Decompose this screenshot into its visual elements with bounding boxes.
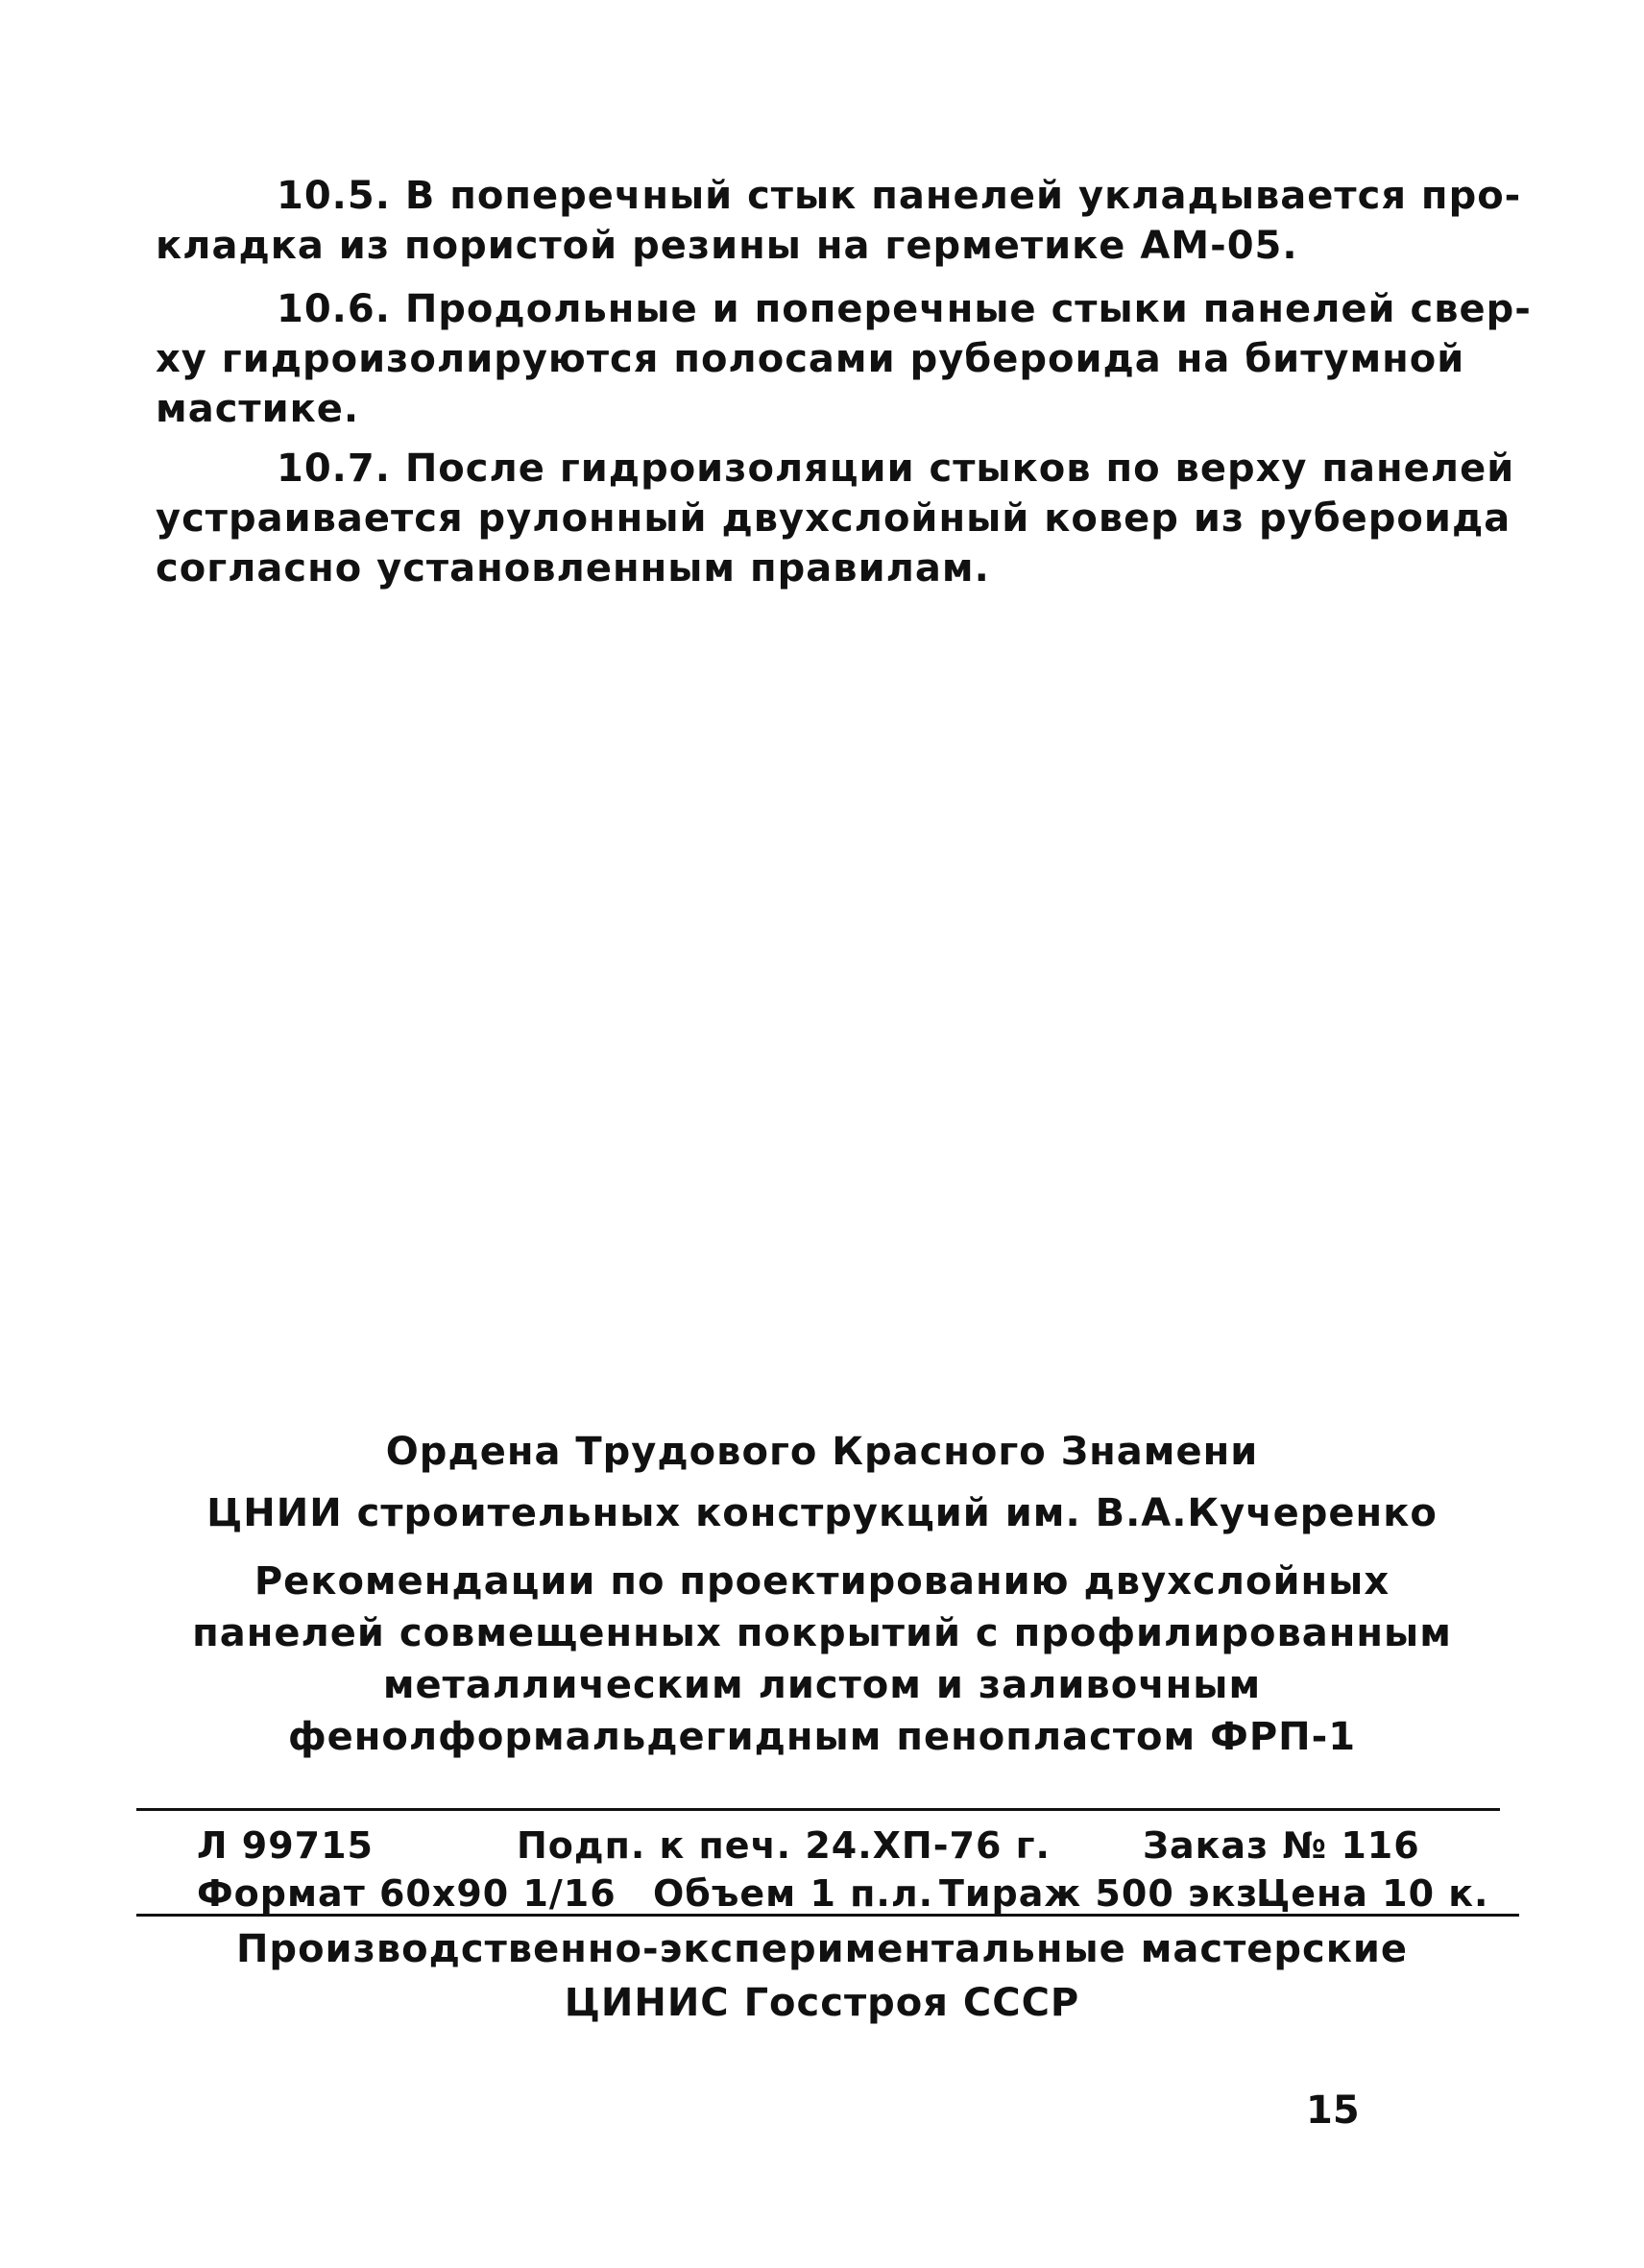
imprint-order-number: Заказ № 116 xyxy=(1143,1824,1420,1867)
paragraph-10-6-line-1: 10.6. Продольные и поперечные стыки панелей свер- xyxy=(277,287,1532,331)
imprint-volume: Объем 1 п.л. xyxy=(653,1872,934,1915)
paragraph-10-7-line-1: 10.7. После гидроизоляции стыков по верху панелей xyxy=(277,446,1515,491)
imprint-title xyxy=(0,1556,1644,1763)
paragraph-10-7-line-2: устраивается рулонный двухслойный ковер из рубероида xyxy=(156,496,1511,541)
imprint-publisher-line-1: Производственно-экспериментальные мастерские xyxy=(235,1927,1409,1971)
page-number: 15 xyxy=(1306,2088,1360,2133)
imprint-signed-date: Подп. к печ. 24.XП-76 г. xyxy=(517,1824,1051,1867)
imprint-price: Цена 10 к. xyxy=(1256,1872,1489,1915)
imprint-title-line-4: фенолформальдегидным пенопластом ФРП-1 xyxy=(287,1715,1357,1759)
imprint-title-line-3: металлическим листом и заливочным xyxy=(382,1663,1262,1707)
imprint-publisher xyxy=(0,1922,1644,2030)
imprint-title-line-1: Рекомендации по проектированию двухслойных xyxy=(254,1559,1390,1604)
imprint-organization xyxy=(0,1421,1644,1544)
imprint-row-1 xyxy=(0,1822,1644,1869)
paragraph-10-6 xyxy=(156,284,1532,434)
paragraph-10-5-line-1: 10.5. В поперечный стык панелей укладывается про- xyxy=(277,174,1522,218)
imprint-title-line-2: панелей совмещенных покрытий с профилированным xyxy=(192,1611,1452,1655)
paragraph-10-5 xyxy=(156,171,1521,271)
paragraph-10-6-line-2: ху гидроизолируются полосами рубероида на битумной xyxy=(156,337,1465,381)
paragraph-10-7 xyxy=(156,444,1514,593)
paragraph-10-5-line-2: кладка из пористой резины на герметике АМ-05. xyxy=(156,224,1298,268)
paragraph-10-7-line-3: согласно установленным правилам. xyxy=(156,546,990,591)
paragraph-line xyxy=(156,171,1521,221)
imprint-row-2 xyxy=(0,1870,1644,1917)
imprint-code: Л 99715 xyxy=(197,1824,374,1867)
imprint-print-run: Тираж 500 экз. xyxy=(939,1872,1273,1915)
paragraph-line xyxy=(156,284,1532,334)
imprint-org-line-2: ЦНИИ строительных конструкций им. В.А.Кучеренко xyxy=(206,1491,1438,1535)
paragraph-line xyxy=(156,444,1514,494)
imprint-format: Формат 60х90 1/16 xyxy=(197,1872,616,1915)
imprint-org-line-1: Ордена Трудового Красного Знамени xyxy=(385,1430,1259,1474)
imprint-rule-bottom xyxy=(136,1914,1519,1917)
imprint-publisher-line-2: ЦИНИС Госстроя СССР xyxy=(564,1981,1080,2025)
imprint-rule-top xyxy=(136,1808,1500,1811)
paragraph-10-6-line-3: мастике. xyxy=(156,387,360,431)
